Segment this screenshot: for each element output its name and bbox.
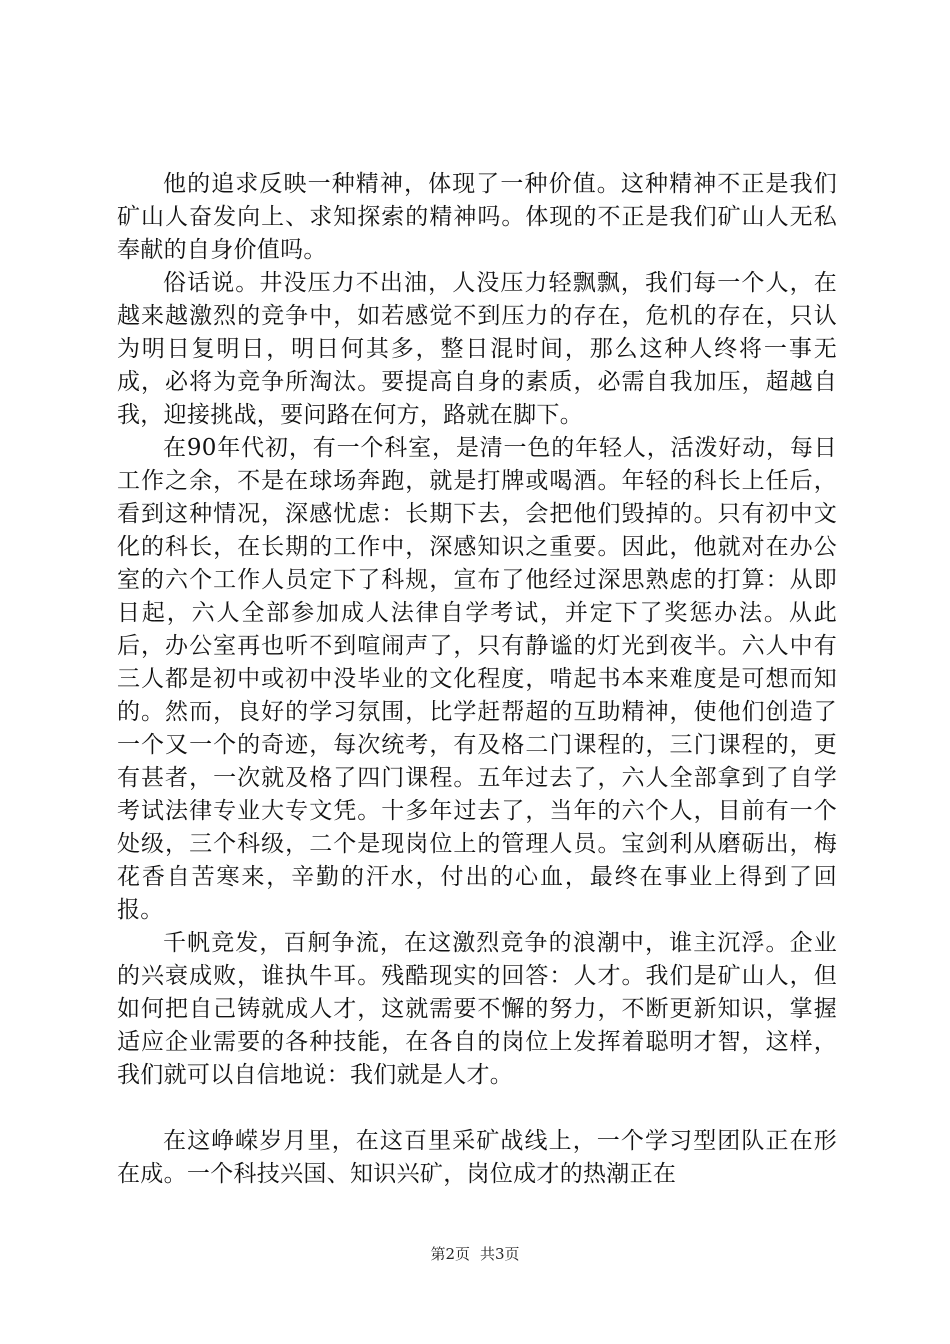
paragraph-5: 在这峥嵘岁月里，在这百里采矿战线上，一个学习型团队正在形在成。一个科技兴国、知识兴矿，岗位成才的热潮正在 bbox=[117, 1128, 837, 1187]
page-footer bbox=[0, 1244, 950, 1264]
page-total: 共3页 bbox=[480, 1245, 520, 1263]
paragraph-2: 俗话说。井没压力不出油，人没压力轻飘飘，我们每一个人，在越来越激烈的竞争中，如若感觉不到压力的存在，危机的存在，只认为明日复明日，明日何其多，整日混时间，那么这种人终将一事无成，必将为竞争所淘汰。要提高自身的素质，必需自我加压，超越自我，迎接挑战，要问路在何方，路就在脚下。 bbox=[117, 270, 837, 428]
paragraph-3: 在90年代初，有一个科室，是清一色的年轻人，活泼好动，每日工作之余，不是在球场奔跑，就是打牌或喝酒。年轻的科长上任后，看到这种情况，深感忧虑：长期下去，会把他们毁掉的。只有初中文化的科长，在长期的工作中，深感知识之重要。因此，他就对在办公室的六个工作人员定下了科规，宣布了他经过深思熟虑的打算：从即日起，六人全部参加成人法律自学考试，并定下了奖惩办法。从此后，办公室再也听不到喧闹声了，只有静谧的灯光到夜半。六人中有三人都是初中或初中没毕业的文化程度，啃起书本来难度是可想而知的。然而，良好的学习氛围，比学赶帮超的互助精神，使他们创造了一个又一个的奇迹，每次统考，有及格二门课程的，三门课程的，更有甚者，一次就及格了四门课程。五年过去了，六人全部拿到了自学考试法律专业大专文凭。十多年过去了，当年的六个人，目前有一个处级，三个科级，二个是现岗位上的管理人员。宝剑利从磨砺出，梅花香自苦寒来，辛勤的汗水，付出的心血，最终在事业上得到了回报。 bbox=[117, 435, 837, 923]
document-body bbox=[117, 168, 837, 1191]
paragraph-1: 他的追求反映一种精神，体现了一种价值。这种精神不正是我们矿山人奋发向上、求知探索的精神吗。体现的不正是我们矿山人无私奉献的自身价值吗。 bbox=[117, 171, 837, 263]
paragraph-4: 千帆竞发，百舸争流，在这激烈竞争的浪潮中，谁主沉浮。企业的兴衰成败，谁执牛耳。残酷现实的回答：人才。我们是矿山人，但如何把自己铸就成人才，这就需要不懈的努力，不断更新知识，掌握适应企业需要的各种技能，在各自的岗位上发挥着聪明才智，这样，我们就可以自信地说：我们就是人才。 bbox=[117, 930, 837, 1088]
page-number: 第2页 bbox=[430, 1245, 470, 1263]
